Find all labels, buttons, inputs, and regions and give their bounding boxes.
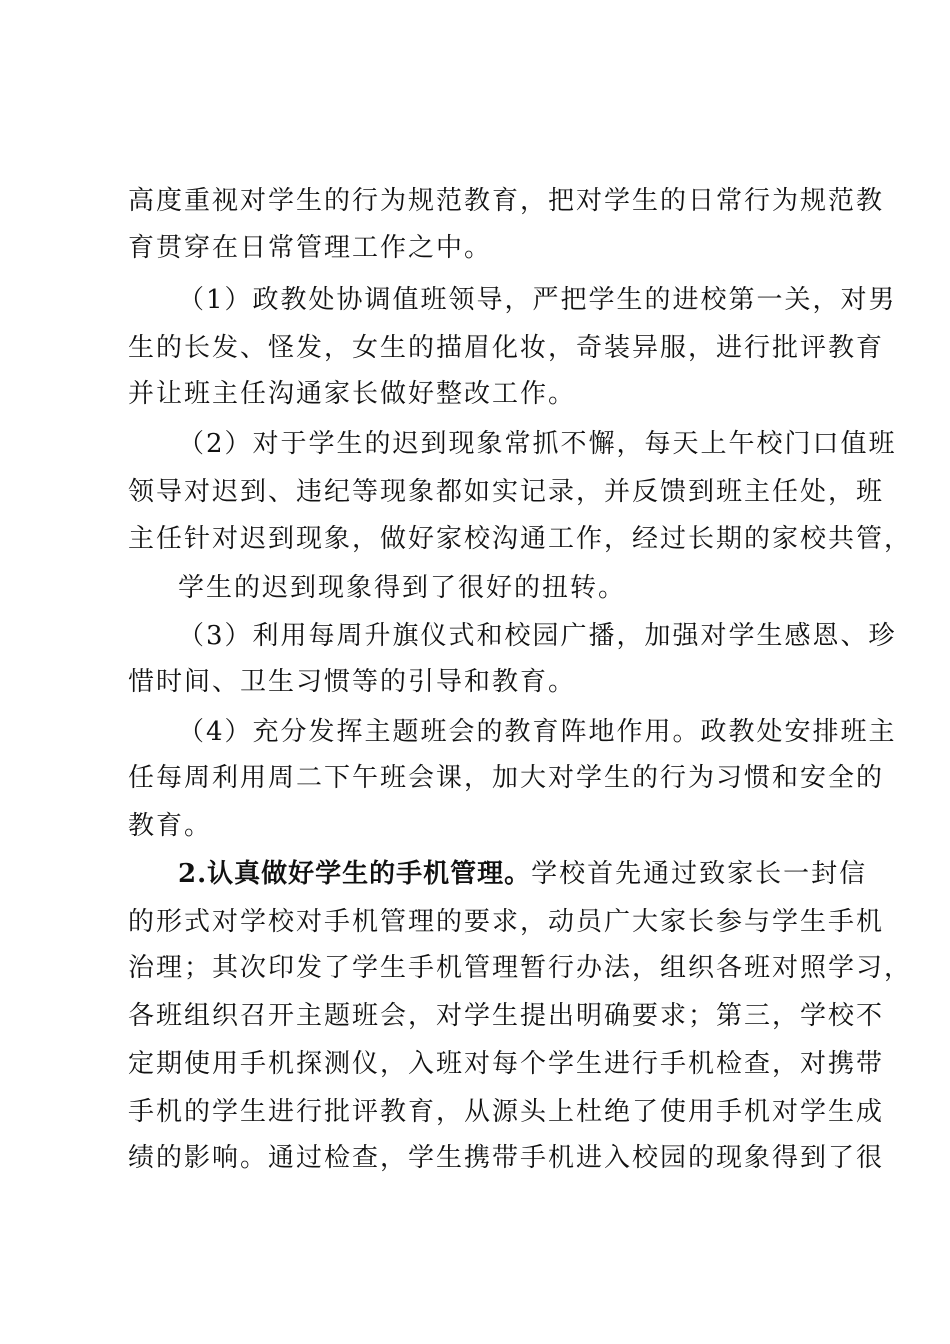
paragraph-line: 育贯穿在日常管理工作之中。 (128, 233, 493, 263)
paragraph-line: （3）利用每周升旗仪式和校园广播，加强对学生感恩、珍 (178, 621, 897, 651)
paragraph-line: 惜时间、卫生习惯等的引导和教育。 (128, 667, 577, 697)
paragraph-line: 高度重视对学生的行为规范教育，把对学生的日常行为规范教 (128, 186, 885, 216)
paragraph-text: 学校首先通过致家长一封信 (531, 859, 868, 889)
paragraph-line: 领导对迟到、违纪等现象都如实记录，并反馈到班主任处，班 (128, 477, 885, 507)
paragraph-line: 生的长发、怪发，女生的描眉化妆，奇装异服，进行批评教育 (128, 333, 885, 363)
paragraph-line: 的形式对学校对手机管理的要求，动员广大家长参与学生手机 (128, 907, 885, 937)
paragraph-line: 教育。 (128, 811, 213, 841)
paragraph-line: 治理；其次印发了学生手机管理暂行办法，组织各班对照学习， (128, 953, 913, 983)
paragraph-line: 学生的迟到现象得到了很好的扭转。 (178, 573, 627, 603)
section-heading: 2.认真做好学生的手机管理。 (178, 859, 532, 889)
paragraph-line: 手机的学生进行批评教育，从源头上杜绝了使用手机对学生成 (128, 1097, 885, 1127)
paragraph-line (178, 858, 867, 890)
paragraph-line: 主任针对迟到现象，做好家校沟通工作，经过长期的家校共管， (128, 524, 913, 554)
paragraph-line: 任每周利用周二下午班会课，加大对学生的行为习惯和安全的 (128, 763, 885, 793)
paragraph-line: （4）充分发挥主题班会的教育阵地作用。政教处安排班主 (178, 717, 897, 747)
paragraph-line: 绩的影响。通过检查，学生携带手机进入校园的现象得到了很 (128, 1143, 885, 1173)
paragraph-line: 定期使用手机探测仪，入班对每个学生进行手机检查，对携带 (128, 1049, 885, 1079)
paragraph-line: 并让班主任沟通家长做好整改工作。 (128, 379, 577, 409)
paragraph-line: 各班组织召开主题班会，对学生提出明确要求；第三，学校不 (128, 1001, 885, 1031)
paragraph-line: （2）对于学生的迟到现象常抓不懈，每天上午校门口值班 (178, 429, 897, 459)
paragraph-line: （1）政教处协调值班领导，严把学生的进校第一关，对男 (178, 285, 897, 315)
